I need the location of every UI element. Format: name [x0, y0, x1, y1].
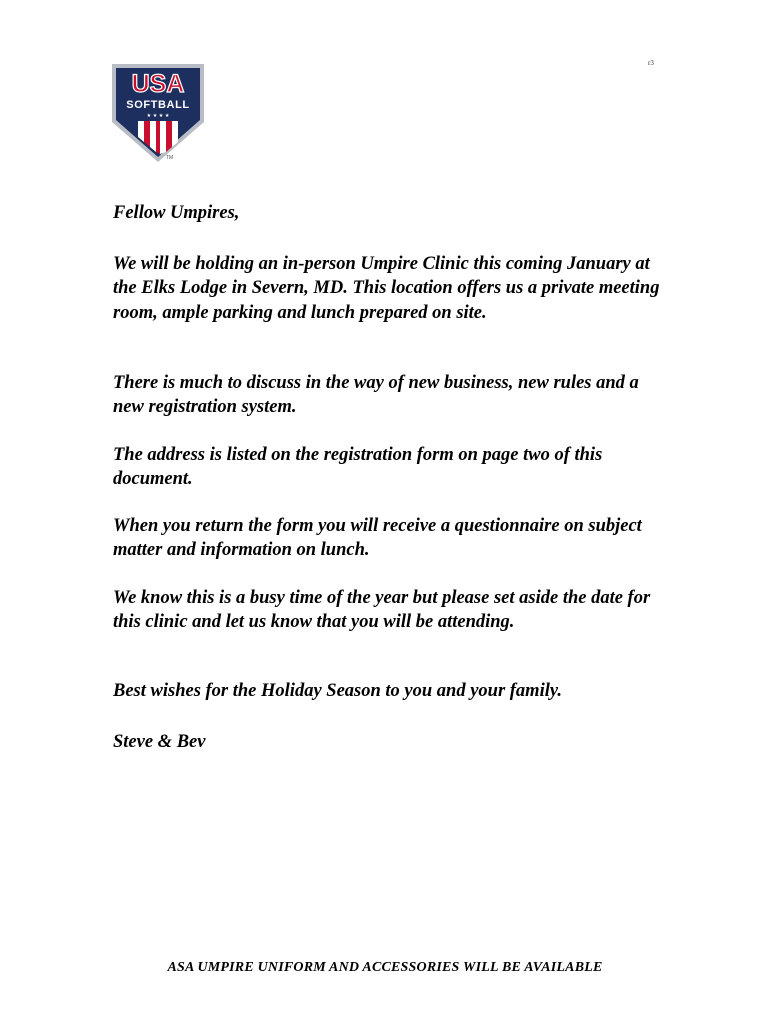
paragraph-address-note: The address is listed on the registration form on page two of this document.	[113, 445, 603, 490]
paragraph-questionnaire: When you return the form you will receive a questionnaire on subject matter and information on lunch.	[113, 516, 642, 561]
footer-notice: ASA UMPIRE UNIFORM AND ACCESSORIES WILL BE AVAILABLE	[167, 960, 603, 975]
logo-softball-text: SOFTBALL	[126, 99, 190, 111]
logo-stars: ★ ★ ★ ★	[146, 113, 170, 119]
greeting: Fellow Umpires,	[113, 203, 240, 223]
paragraph-holiday-wishes: Best wishes for the Holiday Season to you and your family.	[113, 681, 562, 701]
paragraph-discussion-topics: There is much to discuss in the way of new business, new rules and a new registration system.	[113, 373, 639, 418]
signature: Steve & Bev	[113, 732, 206, 752]
usa-softball-logo	[110, 62, 206, 166]
paragraph-save-date: We know this is a busy time of the year but please set aside the date for this clinic and let us know that you will be attending.	[113, 588, 651, 633]
trademark-mark: TM	[166, 155, 174, 161]
page-mark: r3	[648, 59, 654, 67]
logo-usa-text: USA	[131, 70, 185, 98]
usa-softball-shield-icon	[110, 62, 206, 166]
paragraph-clinic-announcement: We will be holding an in-person Umpire Clinic this coming January at the Elks Lodge in Severn, MD. This location offers us a private meeting room, ample parking and lunch prepared on site.	[113, 254, 660, 323]
